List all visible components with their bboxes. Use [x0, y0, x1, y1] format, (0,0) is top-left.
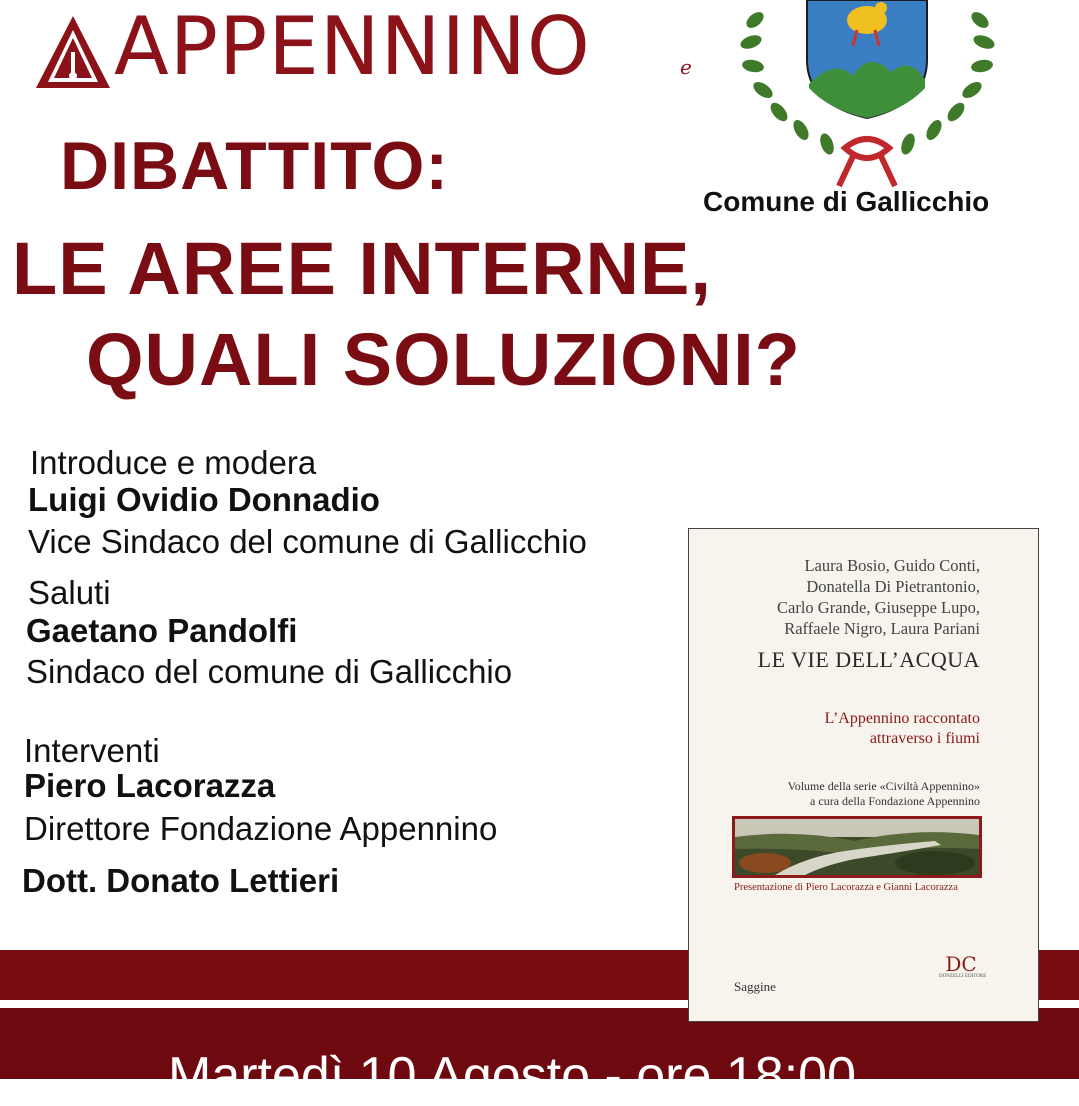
- greetings-label: Saluti: [28, 574, 111, 611]
- intro-name: Luigi Ovidio Donnadio: [28, 481, 380, 518]
- speaker-1-name: Piero Lacorazza: [24, 767, 276, 804]
- publisher-mark: DC: [945, 952, 977, 976]
- book-title: LE VIE DELL’ACQUA: [757, 647, 980, 672]
- intro-label: Introduce e modera: [30, 444, 317, 481]
- title-line-1: DIBATTITO:: [60, 128, 449, 204]
- event-date: Martedì 10 Agosto - ore 18:00: [168, 1047, 856, 1105]
- book-author-line: Carlo Grande, Giuseppe Lupo,: [777, 598, 980, 617]
- river-landscape-image: [732, 816, 982, 878]
- book-subtitle-line: L’Appennino raccontato: [824, 710, 980, 727]
- book-series-note: [788, 779, 980, 809]
- book-cover: [688, 528, 1039, 1022]
- title-line-2: LE AREE INTERNE,: [12, 227, 712, 310]
- coat-of-arms-icon: [735, 0, 1000, 190]
- intro-role: Vice Sindaco del comune di Gallicchio: [28, 523, 587, 560]
- title-line-3: QUALI SOLUZIONI?: [86, 318, 801, 401]
- publisher-logo: [939, 952, 987, 984]
- book-authors: [777, 555, 980, 639]
- book-presentation: Presentazione di Piero Lacorazza e Gianni Lacorazza: [734, 882, 958, 893]
- conjunction: e: [680, 55, 692, 79]
- greetings-name: Gaetano Pandolfi: [26, 612, 298, 649]
- speaker-2-name: Dott. Donato Lettieri: [22, 862, 340, 899]
- speakers-label: Interventi: [24, 732, 160, 769]
- book-collection: Saggine: [734, 979, 776, 994]
- book-series-line: Volume della serie «Civiltà Appennino»: [787, 779, 980, 793]
- book-subtitle-line: attraverso i fiumi: [869, 730, 980, 747]
- book-author-line: Raffaele Nigro, Laura Pariani: [784, 619, 980, 638]
- book-author-line: Donatella Di Pietrantonio,: [806, 577, 980, 596]
- publisher-name: DONZELLI EDITORE: [939, 974, 987, 979]
- book-series-line: a cura della Fondazione Appennino: [810, 794, 980, 808]
- speaker-1-role: Direttore Fondazione Appennino: [24, 810, 498, 847]
- book-author-line: Laura Bosio, Guido Conti,: [804, 556, 980, 575]
- book-subtitle: [825, 709, 980, 749]
- triangle-mountain-icon: [34, 12, 112, 90]
- appennino-logo: [34, 0, 591, 93]
- greetings-role: Sindaco del comune di Gallicchio: [26, 653, 513, 690]
- municipality-label: Comune di Gallicchio: [703, 186, 990, 217]
- logo-text: APPENNINO: [114, 0, 591, 93]
